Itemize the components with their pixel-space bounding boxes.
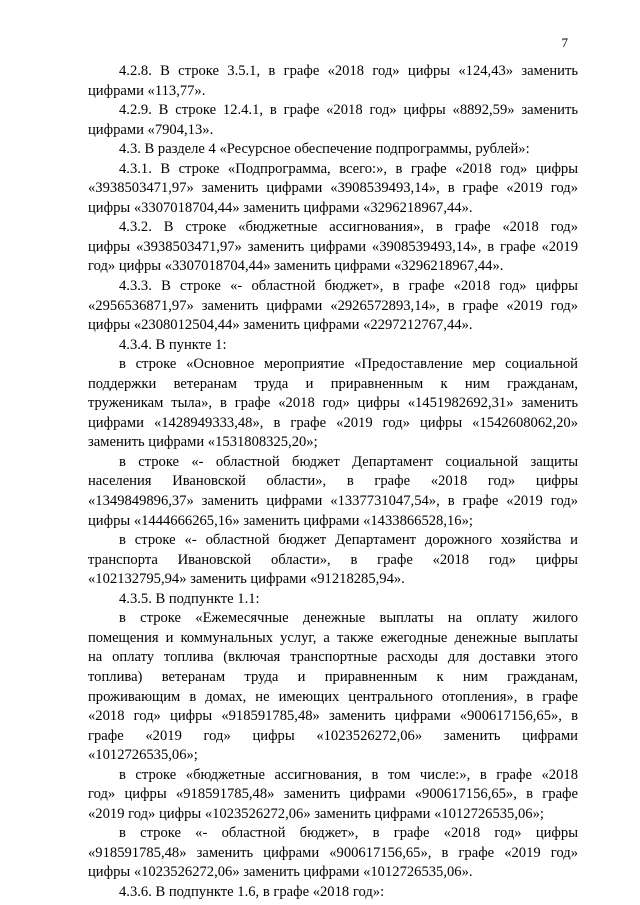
paragraph bbox=[88, 453, 578, 531]
paragraph-line: в строке «бюджетные ассигнования, в том числе:», в графе «2018 bbox=[119, 766, 578, 783]
paragraph-line: 4.3.3. В строке «- областной бюджет», в графе «2018 год» цифры bbox=[119, 278, 578, 295]
paragraph-line: на оплату топлива (включая транспортные расходы для доставки этого bbox=[88, 649, 578, 666]
paragraph-line: год» цифры «3307018704,44» заменить цифрами «3296218967,44». bbox=[88, 258, 504, 275]
paragraph-line: цифры «3938503471,97» заменить цифрами «3908539493,14», в графе «2019 bbox=[88, 238, 578, 255]
paragraph-line: 4.3.4. В пункте 1: bbox=[119, 336, 227, 353]
paragraph-line: цифрами «1428949333,48», в графе «2019 год» цифры «1542608062,20» bbox=[88, 414, 578, 431]
paragraph-line: заменить цифрами «1531808325,20»; bbox=[88, 434, 318, 451]
paragraph-line: в строке «- областной бюджет», в графе «2018 год» цифры bbox=[119, 825, 578, 842]
paragraph-line: топлива) ветеранам труда и приравненным к ним гражданам, bbox=[88, 668, 578, 685]
paragraph-line: «918591785,48» заменить цифрами «900617156,65», в графе «2019 год» bbox=[88, 844, 578, 861]
paragraph-line: цифрами «113,77». bbox=[88, 82, 206, 99]
paragraph bbox=[88, 336, 578, 356]
paragraph bbox=[88, 218, 578, 277]
paragraph-line: цифры «1023526272,06» заменить цифрами «1012726535,06». bbox=[88, 864, 473, 881]
paragraph-line: «3938503471,97» заменить цифрами «3908539493,14», в графе «2019 год» bbox=[88, 180, 578, 197]
page-number: 7 bbox=[561, 35, 568, 50]
paragraph-line: 4.2.9. В строке 12.4.1, в графе «2018 год» цифры «8892,59» заменить bbox=[119, 102, 578, 119]
paragraph-line: транспорта Ивановской области», в графе «2018 год» цифры bbox=[88, 551, 578, 568]
paragraph-line: 4.3.1. В строке «Подпрограмма, всего:», в графе «2018 год» цифры bbox=[119, 160, 578, 177]
paragraph-line: 4.3.5. В подпункте 1.1: bbox=[119, 590, 260, 607]
paragraph bbox=[88, 355, 578, 453]
paragraph bbox=[88, 883, 578, 903]
paragraph-line: 4.3.6. В подпункте 1.6, в графе «2018 год»: bbox=[119, 883, 385, 900]
paragraph-line: помещения и коммунальных услуг, а также ежегодные денежные выплаты bbox=[88, 629, 578, 646]
paragraph-line: поддержки ветеранам труда и приравненным к ним гражданам, bbox=[88, 375, 578, 392]
paragraph bbox=[88, 766, 578, 825]
paragraph-line: 4.3.2. В строке «бюджетные ассигнования», в графе «2018 год» bbox=[119, 219, 578, 236]
paragraph bbox=[88, 101, 578, 140]
paragraph bbox=[88, 62, 578, 101]
paragraph bbox=[88, 140, 578, 160]
paragraph-line: населения Ивановской области», в графе «2018 год» цифры bbox=[88, 473, 578, 490]
paragraph-line: «1349849896,37» заменить цифрами «1337731047,54», в графе «2019 год» bbox=[88, 493, 578, 510]
paragraph-line: 4.3. В разделе 4 «Ресурсное обеспечение подпрограммы, рублей»: bbox=[119, 141, 530, 158]
paragraph-line: цифры «2308012504,44» заменить цифрами «2297212767,44». bbox=[88, 317, 473, 334]
paragraph-line: труженикам тыла», в графе «2018 год» цифры «1451982692,31» заменить bbox=[88, 395, 578, 412]
paragraph-line: 4.2.8. В строке 3.5.1, в графе «2018 год» цифры «124,43» заменить bbox=[119, 63, 578, 79]
paragraph-line: год» цифры «918591785,48» заменить цифрами «900617156,65», в графе bbox=[88, 786, 578, 803]
paragraph bbox=[88, 609, 578, 765]
paragraph-line: в строке «Ежемесячные денежные выплаты на оплату жилого bbox=[119, 610, 578, 627]
paragraph-line: цифры «3307018704,44» заменить цифрами «3296218967,44». bbox=[88, 199, 473, 216]
paragraph bbox=[88, 160, 578, 219]
paragraph-line: цифры «1444666265,16» заменить цифрами «1433866528,16»; bbox=[88, 512, 473, 529]
paragraph-line: проживающим в домах, не имеющих центрального отопления», в графе bbox=[88, 688, 578, 705]
paragraph-line: графе «2019 год» цифры «1023526272,06» заменить цифрами bbox=[88, 727, 578, 744]
paragraph bbox=[88, 590, 578, 610]
paragraph-line: цифрами «7904,13». bbox=[88, 121, 214, 138]
document-body bbox=[88, 62, 578, 903]
paragraph-line: «1012726535,06»; bbox=[88, 747, 198, 764]
paragraph-line: «102132795,94» заменить цифрами «91218285,94». bbox=[88, 571, 405, 588]
paragraph bbox=[88, 277, 578, 336]
paragraph-line: в строке «- областной бюджет Департамент дорожного хозяйства и bbox=[119, 532, 578, 549]
paragraph bbox=[88, 531, 578, 590]
paragraph-line: «2019 год» цифры «1023526272,06» заменить цифрами «1012726535,06»; bbox=[88, 805, 544, 822]
paragraph-line: в строке «- областной бюджет Департамент социальной защиты bbox=[119, 453, 578, 470]
paragraph-line: «2956536871,97» заменить цифрами «2926572893,14», в графе «2019 год» bbox=[88, 297, 578, 314]
paragraph-line: «2018 год» цифры «918591785,48» заменить цифрами «900617156,65», в bbox=[88, 708, 578, 725]
paragraph bbox=[88, 824, 578, 883]
paragraph-line: в строке «Основное мероприятие «Предоставление мер социальной bbox=[119, 356, 578, 373]
